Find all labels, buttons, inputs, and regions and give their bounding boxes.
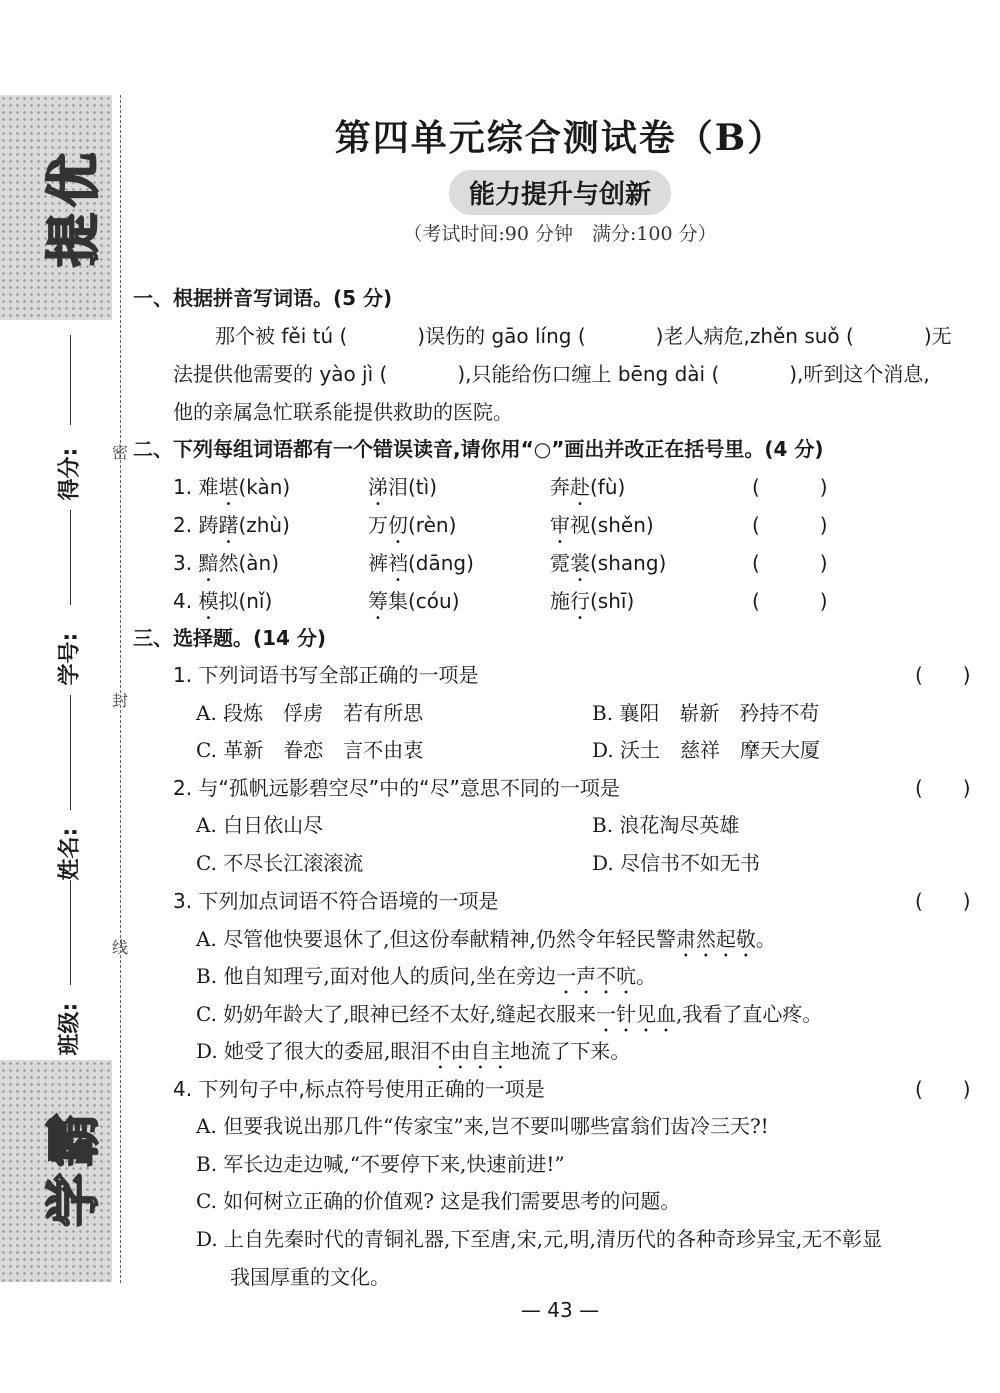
q1-line-3: 他的亲属急忙联系能提供救助的医院。 bbox=[173, 400, 513, 424]
sidebar-char: 提 bbox=[42, 213, 105, 267]
char-marked: 黯 bbox=[198, 551, 219, 575]
seal-mark-mi: 密 bbox=[112, 443, 129, 462]
char-marked: 仞 bbox=[388, 513, 408, 537]
option bbox=[196, 923, 776, 962]
option: B. 军长边走边喊,“不要停下来,快速前进!” bbox=[196, 1152, 565, 1176]
page-title: 第四单元综合测试卷（B） bbox=[334, 117, 786, 159]
text: D. 她受了很大的委屈,眼泪 bbox=[196, 1039, 431, 1063]
option: A. 段炼 俘虏 若有所思 bbox=[196, 701, 424, 725]
answer-paren[interactable]: ( ) bbox=[915, 776, 971, 800]
num: 1. bbox=[173, 475, 193, 499]
name-field-label: 姓名: bbox=[57, 827, 83, 881]
char: 视 bbox=[570, 513, 590, 537]
text: 法提供他需要的 yào jì ( bbox=[173, 362, 388, 386]
option: A. 白日依山尽 bbox=[196, 813, 324, 837]
num: 2. bbox=[173, 513, 193, 537]
text: 地流了下来。 bbox=[510, 1039, 631, 1063]
q1-line-2 bbox=[173, 358, 930, 387]
char: 难 bbox=[198, 475, 219, 499]
q2-row bbox=[173, 585, 272, 624]
answer-paren[interactable]: ( ) bbox=[915, 1077, 971, 1101]
seal-mark-feng: 封 bbox=[112, 691, 129, 710]
question-stem: 2. 与“孤帆远影碧空尽”中的“尽”意思不同的一项是 bbox=[173, 776, 620, 800]
pinyin: (shěn) bbox=[590, 513, 654, 537]
answer-paren[interactable]: ( ) bbox=[752, 513, 828, 537]
char: 万 bbox=[368, 513, 388, 537]
q2-row bbox=[550, 547, 666, 586]
char: 集 bbox=[388, 589, 408, 613]
char: 踌 bbox=[198, 513, 219, 537]
pinyin: (nǐ) bbox=[238, 589, 273, 613]
q2-row bbox=[368, 471, 437, 510]
char-marked: 筹 bbox=[368, 589, 388, 613]
section-heading: 二、下列每组词语都有一个错误读音,请你用“○”画出并改正在括号里。(4 分) bbox=[133, 437, 824, 461]
pinyin: (fù) bbox=[590, 475, 626, 499]
char-marked: 裆 bbox=[388, 551, 408, 575]
option: D. 尽信书不如无书 bbox=[592, 851, 761, 875]
sidebar-char: 学 bbox=[42, 1173, 105, 1227]
num: 4. bbox=[173, 589, 193, 613]
text: ),只能给伤口缠上 bēng dài ( bbox=[457, 362, 720, 386]
answer-paren[interactable]: ( ) bbox=[915, 889, 971, 913]
text: )老人病危,zhěn suǒ ( bbox=[655, 324, 854, 348]
sidebar-rule bbox=[70, 335, 71, 425]
q2-row bbox=[173, 547, 279, 586]
char-marked: 躇 bbox=[218, 513, 239, 537]
pinyin: (rèn) bbox=[408, 513, 457, 537]
text: C. 奶奶年龄大了,眼神已经不太好,缝起衣服来 bbox=[196, 1002, 597, 1026]
q2-row bbox=[550, 471, 625, 510]
option bbox=[196, 1035, 630, 1074]
pinyin: (shang) bbox=[590, 551, 667, 575]
exam-info: （考试时间:90 分钟 满分:100 分） bbox=[403, 223, 717, 245]
char: 裤 bbox=[368, 551, 388, 575]
q2-row bbox=[173, 471, 290, 510]
text: )误伤的 gāo líng ( bbox=[417, 324, 586, 348]
q2-row bbox=[173, 509, 290, 548]
pinyin: (tì) bbox=[408, 475, 438, 499]
question-stem: 4. 下列句子中,标点符号使用正确的一项是 bbox=[173, 1077, 545, 1101]
q2-row bbox=[368, 509, 456, 548]
marked-phrase: 一针见血 bbox=[596, 1002, 677, 1026]
text: ),听到这个消息, bbox=[789, 362, 930, 386]
class-field-label: 班级: bbox=[57, 1002, 83, 1056]
text: 那个被 fěi tú ( bbox=[215, 324, 348, 348]
q2-row bbox=[368, 547, 474, 586]
pinyin: (shī) bbox=[590, 589, 635, 613]
marked-phrase: 一声不吭 bbox=[556, 964, 637, 988]
text: B. 他自知理亏,面对他人的质问,坐在旁边 bbox=[196, 964, 557, 988]
q2-row bbox=[368, 585, 460, 624]
sidebar-char: 霸 bbox=[42, 1113, 105, 1167]
q2-row bbox=[550, 509, 654, 548]
char: 施 bbox=[550, 589, 570, 613]
sidebar-rule bbox=[70, 880, 71, 985]
page-number: — 43 — bbox=[520, 1298, 600, 1322]
pinyin: (zhù) bbox=[238, 513, 290, 537]
char: 然 bbox=[218, 551, 239, 575]
char: 拟 bbox=[218, 589, 239, 613]
text: ,我看了直心疼。 bbox=[676, 1002, 823, 1026]
option: C. 革新 眷恋 言不由衷 bbox=[196, 738, 424, 762]
char-marked: 行 bbox=[570, 589, 590, 613]
option-continued: 我国厚重的文化。 bbox=[230, 1265, 390, 1289]
text: 。 bbox=[636, 964, 657, 988]
answer-paren[interactable]: ( ) bbox=[752, 475, 828, 499]
q2-row bbox=[550, 585, 634, 624]
char-marked: 裳 bbox=[570, 551, 590, 575]
pinyin: (cóu) bbox=[408, 589, 460, 613]
sidebar-rule bbox=[70, 695, 71, 810]
num: 3. bbox=[173, 551, 193, 575]
question-stem: 1. 下列词语书写全部正确的一项是 bbox=[173, 663, 479, 687]
pinyin: (dāng) bbox=[408, 551, 474, 575]
sidebar-brand-bottom bbox=[40, 1070, 108, 1270]
text: )无 bbox=[923, 324, 952, 348]
char-marked: 模 bbox=[198, 589, 219, 613]
question-stem: 3. 下列加点词语不符合语境的一项是 bbox=[173, 889, 499, 913]
pinyin: (àn) bbox=[238, 551, 279, 575]
sidebar-char: 优 bbox=[42, 153, 105, 207]
marked-phrase: 肃然起敬 bbox=[675, 927, 756, 951]
option: C. 如何树立正确的价值观? 这是我们需要思考的问题。 bbox=[196, 1189, 681, 1213]
option: D. 沃土 慈祥 摩天大厦 bbox=[592, 738, 821, 762]
char: 霓 bbox=[550, 551, 570, 575]
option: B. 浪花淘尽英雄 bbox=[592, 813, 740, 837]
q1-line-1 bbox=[215, 320, 952, 349]
sidebar-rule bbox=[70, 510, 71, 605]
marked-phrase: 不由自主 bbox=[430, 1039, 511, 1063]
char-marked: 审 bbox=[550, 513, 570, 537]
option: B. 襄阳 崭新 矜持不苟 bbox=[592, 701, 820, 725]
page-subtitle: 能力提升与创新 bbox=[449, 170, 671, 215]
section-heading: 三、选择题。(14 分) bbox=[133, 626, 327, 650]
answer-paren[interactable]: ( ) bbox=[752, 551, 828, 575]
section-heading: 一、根据拼音写词语。(5 分) bbox=[133, 286, 393, 310]
option bbox=[196, 998, 822, 1037]
option: D. 上自先秦时代的青铜礼器,下至唐,宋,元,明,清历代的各种奇珍异宝,无不彰显 bbox=[196, 1227, 883, 1251]
seal-mark-xian: 线 bbox=[112, 938, 129, 957]
score-field-label: 得分: bbox=[57, 447, 83, 501]
answer-paren[interactable]: ( ) bbox=[752, 589, 828, 613]
option: C. 不尽长江滚滚流 bbox=[196, 851, 364, 875]
char-marked: 堪 bbox=[218, 475, 239, 499]
pinyin: (kàn) bbox=[238, 475, 291, 499]
text: 。 bbox=[755, 927, 776, 951]
char-marked: 赴 bbox=[570, 475, 590, 499]
student-id-field-label: 学号: bbox=[57, 632, 83, 686]
char: 泪 bbox=[388, 475, 408, 499]
text: A. 尽管他快要退休了,但这份奉献精神,仍然令年轻民警 bbox=[196, 927, 676, 951]
option: A. 但要我说出那几件“传家宝”来,岂不要叫哪些富翁们齿冷三天?! bbox=[196, 1114, 769, 1138]
option bbox=[196, 960, 656, 999]
char: 奔 bbox=[550, 475, 570, 499]
answer-paren[interactable]: ( ) bbox=[915, 663, 971, 687]
subtitle-wrap bbox=[0, 170, 1000, 215]
char-marked: 涕 bbox=[368, 475, 388, 499]
